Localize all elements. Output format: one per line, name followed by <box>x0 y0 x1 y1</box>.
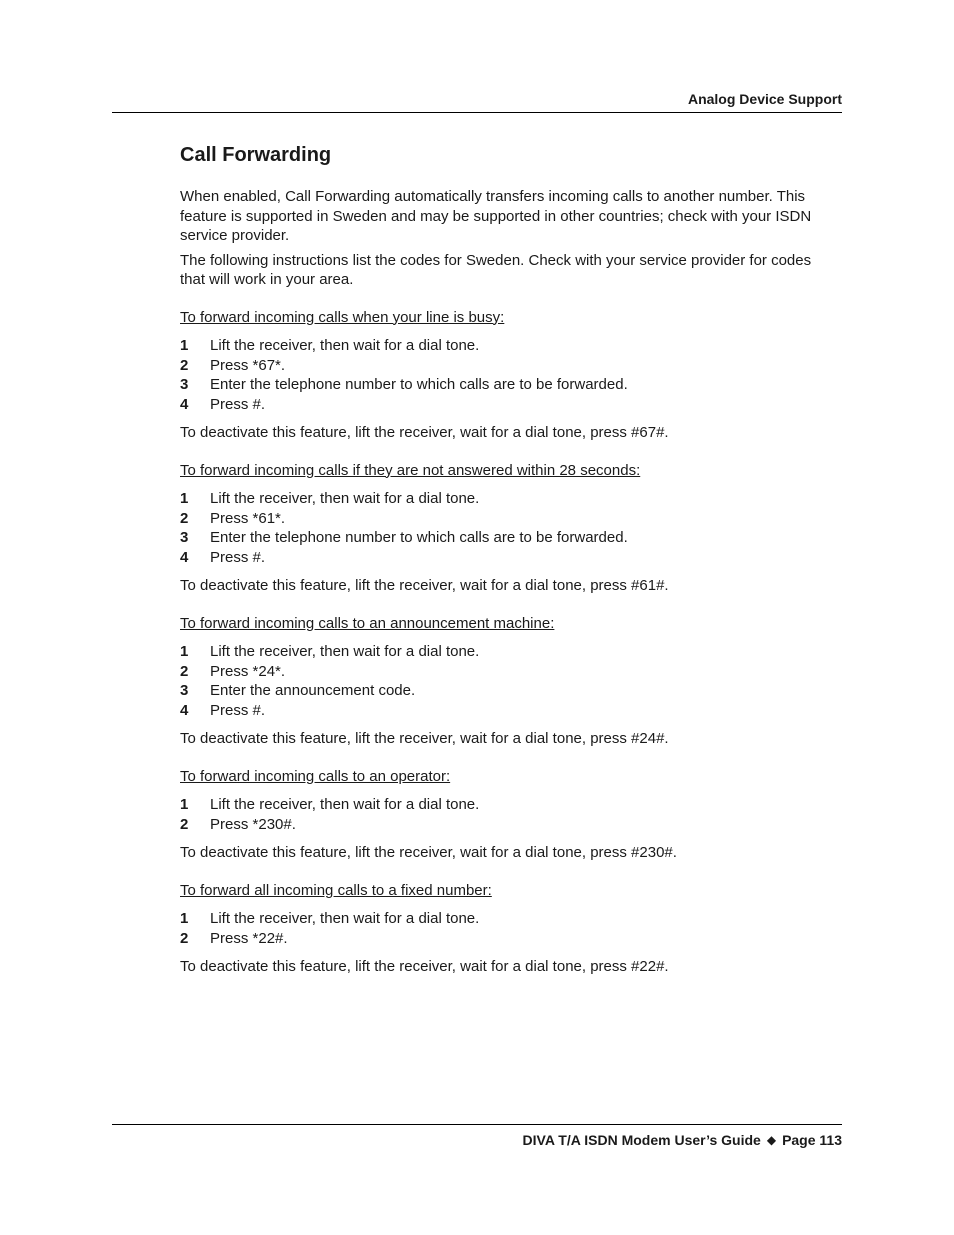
footer-rule <box>112 1124 842 1125</box>
step-number: 4 <box>180 395 189 413</box>
step-number: 2 <box>180 929 189 947</box>
step-text: Press *230#. <box>210 815 296 833</box>
section-heading: To forward all incoming calls to a fixed number: <box>180 881 492 899</box>
step-number: 2 <box>180 356 189 374</box>
deactivate-note: To deactivate this feature, lift the receiver, wait for a dial tone, press #230#. <box>180 844 677 861</box>
section-heading: To forward incoming calls when your line is busy: <box>180 308 505 326</box>
step-text: Lift the receiver, then wait for a dial tone. <box>210 796 480 813</box>
step-number: 3 <box>180 682 189 699</box>
instruction-section <box>180 881 830 977</box>
step-text: Press *24*. <box>210 662 286 680</box>
deactivate-note: To deactivate this feature, lift the receiver, wait for a dial tone, press #61#. <box>180 577 669 594</box>
step-text: Press #. <box>210 701 266 719</box>
step-text: Press #. <box>210 548 266 566</box>
diamond-icon: ◆ <box>766 1133 777 1147</box>
intro-paragraph: When enabled, Call Forwarding automatically transfers incoming calls to another number. This feature is supported in Sweden and may be supported in other countries; check with your ISDN service provider. <box>180 188 812 244</box>
step-item <box>180 356 830 376</box>
step-text: Enter the announcement code. <box>210 682 416 699</box>
section-heading: To forward incoming calls to an announcement machine: <box>180 614 555 632</box>
deactivate-note: To deactivate this feature, lift the receiver, wait for a dial tone, press #22#. <box>180 958 669 975</box>
step-number: 2 <box>180 815 189 833</box>
step-number: 3 <box>180 529 189 546</box>
step-number: 4 <box>180 701 189 719</box>
step-item <box>180 509 830 529</box>
header-rule <box>112 112 842 113</box>
step-item <box>180 336 830 356</box>
running-header: Analog Device Support <box>687 91 842 107</box>
step-number: 1 <box>180 337 189 354</box>
intro-paragraph: The following instructions list the codes for Sweden. Check with your service provider for codes that will work in your area. <box>180 251 812 288</box>
step-text: Enter the telephone number to which calls are to be forwarded. <box>210 529 628 546</box>
guide-title: DIVA T/A ISDN Modem User’s Guide <box>522 1132 761 1148</box>
step-number: 2 <box>180 662 189 680</box>
step-number: 3 <box>180 376 189 393</box>
page-body <box>180 142 830 977</box>
instruction-section <box>180 614 830 749</box>
step-item <box>180 681 830 701</box>
intro <box>180 187 830 290</box>
page-title: Call Forwarding <box>180 144 332 166</box>
deactivate-note: To deactivate this feature, lift the receiver, wait for a dial tone, press #67#. <box>180 424 669 441</box>
step-number: 1 <box>180 643 189 660</box>
step-item <box>180 548 830 568</box>
instruction-section <box>180 308 830 443</box>
step-number: 1 <box>180 796 189 813</box>
step-item <box>180 815 830 835</box>
step-number: 1 <box>180 490 189 507</box>
step-text: Enter the telephone number to which calls are to be forwarded. <box>210 376 628 393</box>
step-number: 4 <box>180 548 189 566</box>
instruction-section <box>180 767 830 863</box>
step-item <box>180 489 830 509</box>
step-item <box>180 701 830 721</box>
step-number: 1 <box>180 910 189 927</box>
step-list <box>180 795 830 834</box>
step-text: Press *67*. <box>210 356 286 374</box>
step-text: Lift the receiver, then wait for a dial tone. <box>210 910 480 927</box>
step-list <box>180 909 830 948</box>
step-list <box>180 336 830 414</box>
step-item <box>180 375 830 395</box>
step-item <box>180 528 830 548</box>
step-item <box>180 929 830 949</box>
instruction-sections <box>180 308 830 977</box>
step-item <box>180 662 830 682</box>
step-text: Press *61*. <box>210 509 286 527</box>
step-item <box>180 642 830 662</box>
step-text: Lift the receiver, then wait for a dial tone. <box>210 490 480 507</box>
step-text: Press *22#. <box>210 929 288 947</box>
step-list <box>180 642 830 720</box>
step-item <box>180 909 830 929</box>
step-item <box>180 395 830 415</box>
step-item <box>180 795 830 815</box>
section-heading: To forward incoming calls if they are not answered within 28 seconds: <box>180 461 641 479</box>
page-footer <box>523 1132 842 1148</box>
deactivate-note: To deactivate this feature, lift the receiver, wait for a dial tone, press #24#. <box>180 730 669 747</box>
step-list <box>180 489 830 567</box>
step-text: Lift the receiver, then wait for a dial tone. <box>210 643 480 660</box>
page-number: Page 113 <box>782 1132 842 1148</box>
step-number: 2 <box>180 509 189 527</box>
step-text: Lift the receiver, then wait for a dial tone. <box>210 337 480 354</box>
section-heading: To forward incoming calls to an operator: <box>180 767 451 785</box>
step-text: Press #. <box>210 395 266 413</box>
instruction-section <box>180 461 830 596</box>
